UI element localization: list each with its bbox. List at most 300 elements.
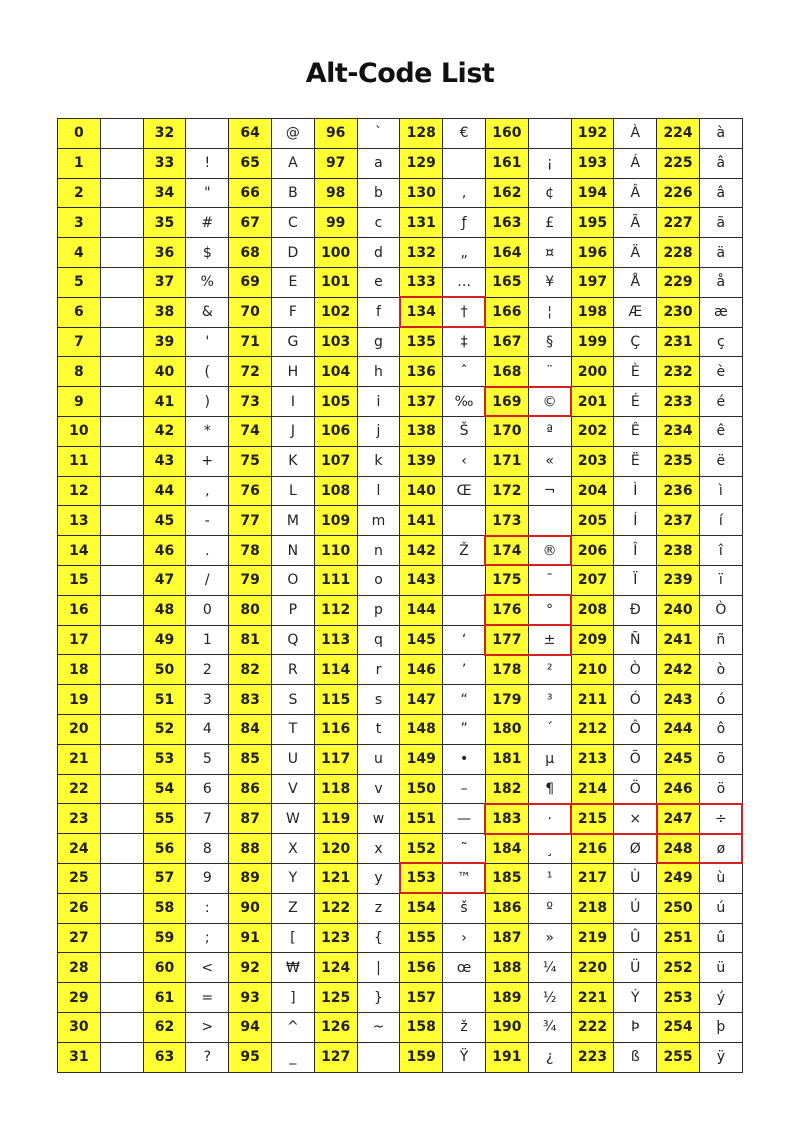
alt-code-character: d <box>357 238 400 268</box>
alt-code-character: u <box>357 744 400 774</box>
alt-code-number: 83 <box>229 685 272 715</box>
alt-code-number: 189 <box>485 983 528 1013</box>
alt-code-number: 206 <box>571 536 614 566</box>
alt-code-number: 94 <box>229 1012 272 1042</box>
alt-code-number: 6 <box>58 297 101 327</box>
alt-code-character: Í <box>614 506 657 536</box>
alt-code-number: 31 <box>58 1042 101 1072</box>
alt-code-character: ì <box>699 476 742 506</box>
alt-code-number: 13 <box>58 506 101 536</box>
alt-code-character: Ù <box>614 863 657 893</box>
alt-code-character: ó <box>699 685 742 715</box>
alt-code-character: Ú <box>614 893 657 923</box>
alt-code-number: 0 <box>58 119 101 149</box>
alt-code-character <box>100 208 143 238</box>
alt-code-number: 117 <box>314 744 357 774</box>
alt-code-character: – <box>443 774 486 804</box>
alt-code-character: Ñ <box>614 625 657 655</box>
alt-code-number: 80 <box>229 595 272 625</box>
alt-code-number: 252 <box>657 953 700 983</box>
alt-code-character: ¥ <box>528 267 571 297</box>
alt-code-character: Z <box>271 893 314 923</box>
alt-code-character: ¯ <box>528 565 571 595</box>
alt-code-number: 67 <box>229 208 272 238</box>
alt-code-number: 34 <box>143 178 186 208</box>
alt-code-number: 17 <box>58 625 101 655</box>
table-row <box>58 119 743 149</box>
alt-code-character: < <box>186 953 229 983</box>
alt-code-number: 106 <box>314 416 357 446</box>
alt-code-number: 125 <box>314 983 357 1013</box>
alt-code-number: 191 <box>485 1042 528 1072</box>
alt-code-character: Þ <box>614 1012 657 1042</box>
alt-code-number: 14 <box>58 536 101 566</box>
alt-code-character: 9 <box>186 863 229 893</box>
alt-code-character <box>100 744 143 774</box>
alt-code-number: 244 <box>657 714 700 744</box>
alt-code-number: 105 <box>314 387 357 417</box>
alt-code-number: 64 <box>229 119 272 149</box>
alt-code-number: 50 <box>143 655 186 685</box>
alt-code-character: # <box>186 208 229 238</box>
alt-code-character <box>100 357 143 387</box>
alt-code-character: ‰ <box>443 387 486 417</box>
alt-code-number: 61 <box>143 983 186 1013</box>
alt-code-number: 70 <box>229 297 272 327</box>
alt-code-character: ÷ <box>699 804 742 834</box>
alt-code-number: 162 <box>485 178 528 208</box>
alt-code-number: 63 <box>143 1042 186 1072</box>
alt-code-character: Q <box>271 625 314 655</box>
alt-code-number: 65 <box>229 148 272 178</box>
alt-code-character: ü <box>699 953 742 983</box>
alt-code-character: 7 <box>186 804 229 834</box>
alt-code-character: I <box>271 387 314 417</box>
alt-code-character: ` <box>357 119 400 149</box>
alt-code-number: 107 <box>314 446 357 476</box>
alt-code-number: 175 <box>485 565 528 595</box>
alt-code-number: 108 <box>314 476 357 506</box>
alt-code-character: 3 <box>186 685 229 715</box>
alt-code-number: 100 <box>314 238 357 268</box>
alt-code-number: 87 <box>229 804 272 834</box>
alt-code-character: ¶ <box>528 774 571 804</box>
alt-code-character: 1 <box>186 625 229 655</box>
alt-code-number: 132 <box>400 238 443 268</box>
table-row <box>58 536 743 566</box>
alt-code-character <box>443 983 486 1013</box>
alt-code-character: ½ <box>528 983 571 1013</box>
alt-code-character: ö <box>699 774 742 804</box>
alt-code-number: 26 <box>58 893 101 923</box>
alt-code-character <box>528 119 571 149</box>
alt-code-number: 146 <box>400 655 443 685</box>
alt-code-character: — <box>443 804 486 834</box>
alt-code-character: H <box>271 357 314 387</box>
alt-code-number: 99 <box>314 208 357 238</box>
alt-code-number: 204 <box>571 476 614 506</box>
alt-code-number: 29 <box>58 983 101 1013</box>
alt-code-number: 152 <box>400 834 443 864</box>
alt-code-character: Ö <box>614 774 657 804</box>
alt-code-character: æ <box>699 297 742 327</box>
table-row <box>58 148 743 178</box>
alt-code-character: È <box>614 357 657 387</box>
alt-code-character: s <box>357 685 400 715</box>
alt-code-number: 33 <box>143 148 186 178</box>
alt-code-character <box>443 506 486 536</box>
alt-code-character: m <box>357 506 400 536</box>
alt-code-number: 30 <box>58 1012 101 1042</box>
alt-code-number: 2 <box>58 178 101 208</box>
alt-code-number: 255 <box>657 1042 700 1072</box>
alt-code-character: õ <box>699 744 742 774</box>
alt-code-character <box>100 804 143 834</box>
table-row <box>58 506 743 536</box>
alt-code-number: 248 <box>657 834 700 864</box>
alt-code-number: 11 <box>58 446 101 476</box>
alt-code-number: 133 <box>400 267 443 297</box>
alt-code-character: } <box>357 983 400 1013</box>
alt-code-character: ₩ <box>271 953 314 983</box>
alt-code-character: | <box>357 953 400 983</box>
alt-code-number: 48 <box>143 595 186 625</box>
alt-code-number: 123 <box>314 923 357 953</box>
alt-code-character: . <box>186 536 229 566</box>
alt-code-number: 156 <box>400 953 443 983</box>
alt-code-character: ä <box>699 238 742 268</box>
alt-code-character: v <box>357 774 400 804</box>
alt-code-number: 208 <box>571 595 614 625</box>
alt-code-number: 90 <box>229 893 272 923</box>
table-row <box>58 327 743 357</box>
alt-code-number: 15 <box>58 565 101 595</box>
alt-code-character: ] <box>271 983 314 1013</box>
alt-code-number: 57 <box>143 863 186 893</box>
alt-code-number: 207 <box>571 565 614 595</box>
alt-code-character <box>443 595 486 625</box>
alt-code-character: ÿ <box>699 1042 742 1072</box>
alt-code-number: 93 <box>229 983 272 1013</box>
alt-code-character: ¢ <box>528 178 571 208</box>
alt-code-number: 129 <box>400 148 443 178</box>
alt-code-number: 118 <box>314 774 357 804</box>
alt-code-character: , <box>443 178 486 208</box>
table-row <box>58 446 743 476</box>
alt-code-character: ‡ <box>443 327 486 357</box>
alt-code-number: 134 <box>400 297 443 327</box>
alt-code-character <box>443 565 486 595</box>
alt-code-number: 86 <box>229 774 272 804</box>
alt-code-character: P <box>271 595 314 625</box>
alt-code-character: X <box>271 834 314 864</box>
alt-code-number: 38 <box>143 297 186 327</box>
alt-code-number: 155 <box>400 923 443 953</box>
alt-code-number: 200 <box>571 357 614 387</box>
alt-code-character: ’ <box>443 655 486 685</box>
alt-code-number: 163 <box>485 208 528 238</box>
alt-code-character <box>100 446 143 476</box>
alt-code-number: 241 <box>657 625 700 655</box>
alt-code-number: 184 <box>485 834 528 864</box>
alt-code-character <box>100 238 143 268</box>
alt-code-character: « <box>528 446 571 476</box>
alt-code-character <box>100 387 143 417</box>
alt-code-number: 135 <box>400 327 443 357</box>
alt-code-number: 225 <box>657 148 700 178</box>
alt-code-character: Õ <box>614 744 657 774</box>
alt-code-number: 24 <box>58 834 101 864</box>
alt-code-character: Ø <box>614 834 657 864</box>
alt-code-character: + <box>186 446 229 476</box>
alt-code-character: ¾ <box>528 1012 571 1042</box>
alt-code-number: 91 <box>229 923 272 953</box>
alt-code-number: 190 <box>485 1012 528 1042</box>
alt-code-character: » <box>528 923 571 953</box>
alt-code-number: 95 <box>229 1042 272 1072</box>
alt-code-number: 236 <box>657 476 700 506</box>
alt-code-character: o <box>357 565 400 595</box>
table-row <box>58 804 743 834</box>
alt-code-character: · <box>528 804 571 834</box>
alt-code-character: D <box>271 238 314 268</box>
alt-code-character <box>100 655 143 685</box>
alt-code-character <box>100 625 143 655</box>
alt-code-number: 111 <box>314 565 357 595</box>
alt-code-character: é <box>699 387 742 417</box>
alt-code-number: 210 <box>571 655 614 685</box>
alt-code-character: M <box>271 506 314 536</box>
alt-code-character: § <box>528 327 571 357</box>
alt-code-number: 85 <box>229 744 272 774</box>
alt-code-number: 212 <box>571 714 614 744</box>
alt-code-number: 19 <box>58 685 101 715</box>
alt-code-character: © <box>528 387 571 417</box>
alt-code-number: 179 <box>485 685 528 715</box>
alt-code-character <box>100 685 143 715</box>
alt-code-character: µ <box>528 744 571 774</box>
alt-code-number: 187 <box>485 923 528 953</box>
table-row <box>58 565 743 595</box>
alt-code-character: ) <box>186 387 229 417</box>
alt-code-number: 148 <box>400 714 443 744</box>
alt-code-number: 54 <box>143 774 186 804</box>
alt-code-character <box>100 506 143 536</box>
alt-code-character <box>100 536 143 566</box>
alt-code-number: 237 <box>657 506 700 536</box>
alt-code-number: 145 <box>400 625 443 655</box>
alt-code-number: 110 <box>314 536 357 566</box>
alt-code-character: F <box>271 297 314 327</box>
alt-code-number: 227 <box>657 208 700 238</box>
alt-code-number: 215 <box>571 804 614 834</box>
alt-code-character <box>100 714 143 744</box>
alt-code-number: 76 <box>229 476 272 506</box>
alt-code-character: ø <box>699 834 742 864</box>
alt-code-character: þ <box>699 1012 742 1042</box>
alt-code-character: e <box>357 267 400 297</box>
alt-code-character: b <box>357 178 400 208</box>
alt-code-number: 238 <box>657 536 700 566</box>
alt-code-character: g <box>357 327 400 357</box>
alt-code-character: € <box>443 119 486 149</box>
alt-code-character: ® <box>528 536 571 566</box>
alt-code-number: 40 <box>143 357 186 387</box>
alt-code-character <box>100 1042 143 1072</box>
alt-code-character: å <box>699 267 742 297</box>
alt-code-number: 46 <box>143 536 186 566</box>
alt-code-number: 235 <box>657 446 700 476</box>
alt-code-table <box>57 118 743 1073</box>
alt-code-number: 7 <box>58 327 101 357</box>
alt-code-character: ´ <box>528 714 571 744</box>
alt-code-number: 43 <box>143 446 186 476</box>
alt-code-number: 45 <box>143 506 186 536</box>
alt-code-character: V <box>271 774 314 804</box>
alt-code-number: 114 <box>314 655 357 685</box>
alt-code-number: 182 <box>485 774 528 804</box>
alt-code-number: 35 <box>143 208 186 238</box>
alt-code-character: Ê <box>614 416 657 446</box>
alt-code-number: 36 <box>143 238 186 268</box>
alt-code-number: 62 <box>143 1012 186 1042</box>
alt-code-number: 101 <box>314 267 357 297</box>
alt-code-character: Œ <box>443 476 486 506</box>
alt-code-number: 68 <box>229 238 272 268</box>
alt-code-number: 9 <box>58 387 101 417</box>
alt-code-number: 166 <box>485 297 528 327</box>
alt-code-character: ç <box>699 327 742 357</box>
alt-code-number: 239 <box>657 565 700 595</box>
alt-code-character: ¬ <box>528 476 571 506</box>
table-row <box>58 953 743 983</box>
alt-code-number: 25 <box>58 863 101 893</box>
alt-code-character: ã <box>699 208 742 238</box>
alt-code-number: 122 <box>314 893 357 923</box>
alt-code-character: @ <box>271 119 314 149</box>
alt-code-character: ¤ <box>528 238 571 268</box>
alt-code-number: 254 <box>657 1012 700 1042</box>
alt-code-number: 84 <box>229 714 272 744</box>
alt-code-character: Â <box>614 178 657 208</box>
table-row <box>58 178 743 208</box>
alt-code-number: 75 <box>229 446 272 476</box>
alt-code-number: 153 <box>400 863 443 893</box>
alt-code-number: 197 <box>571 267 614 297</box>
alt-code-character: ± <box>528 625 571 655</box>
alt-code-character: k <box>357 446 400 476</box>
alt-code-character: ¿ <box>528 1042 571 1072</box>
alt-code-character <box>443 148 486 178</box>
alt-code-character: ' <box>186 327 229 357</box>
alt-code-character: ~ <box>357 1012 400 1042</box>
alt-code-number: 253 <box>657 983 700 1013</box>
alt-code-number: 77 <box>229 506 272 536</box>
alt-code-character <box>100 297 143 327</box>
alt-code-number: 21 <box>58 744 101 774</box>
alt-code-character: … <box>443 267 486 297</box>
alt-code-character: ¹ <box>528 863 571 893</box>
alt-code-number: 144 <box>400 595 443 625</box>
alt-code-character: š <box>443 893 486 923</box>
alt-code-character <box>100 863 143 893</box>
table-row <box>58 387 743 417</box>
alt-code-number: 198 <box>571 297 614 327</box>
alt-code-character <box>528 506 571 536</box>
alt-code-character: Ä <box>614 238 657 268</box>
alt-code-number: 47 <box>143 565 186 595</box>
table-row <box>58 416 743 446</box>
table-row <box>58 1012 743 1042</box>
alt-code-number: 228 <box>657 238 700 268</box>
alt-code-number: 167 <box>485 327 528 357</box>
alt-code-number: 141 <box>400 506 443 536</box>
alt-code-number: 249 <box>657 863 700 893</box>
alt-code-number: 79 <box>229 565 272 595</box>
alt-code-character <box>100 983 143 1013</box>
alt-code-number: 16 <box>58 595 101 625</box>
alt-code-number: 69 <box>229 267 272 297</box>
alt-code-number: 203 <box>571 446 614 476</box>
alt-code-character: 2 <box>186 655 229 685</box>
alt-code-character: % <box>186 267 229 297</box>
alt-code-number: 183 <box>485 804 528 834</box>
table-row <box>58 595 743 625</box>
alt-code-character <box>100 774 143 804</box>
alt-code-number: 165 <box>485 267 528 297</box>
alt-code-number: 58 <box>143 893 186 923</box>
alt-code-character: œ <box>443 953 486 983</box>
alt-code-number: 53 <box>143 744 186 774</box>
alt-code-character: w <box>357 804 400 834</box>
alt-code-character: E <box>271 267 314 297</box>
alt-code-character: [ <box>271 923 314 953</box>
alt-code-number: 66 <box>229 178 272 208</box>
alt-code-number: 98 <box>314 178 357 208</box>
alt-code-character: Ò <box>699 595 742 625</box>
alt-code-character: “ <box>443 685 486 715</box>
alt-code-number: 196 <box>571 238 614 268</box>
alt-code-character: ? <box>186 1042 229 1072</box>
alt-code-number: 130 <box>400 178 443 208</box>
alt-code-character: Ó <box>614 685 657 715</box>
alt-code-character: ² <box>528 655 571 685</box>
alt-code-character <box>100 1012 143 1042</box>
table-row <box>58 983 743 1013</box>
table-row <box>58 774 743 804</box>
alt-code-number: 226 <box>657 178 700 208</box>
alt-code-number: 150 <box>400 774 443 804</box>
alt-code-number: 213 <box>571 744 614 774</box>
table-row <box>58 267 743 297</box>
alt-code-character: G <box>271 327 314 357</box>
alt-code-number: 242 <box>657 655 700 685</box>
alt-code-number: 112 <box>314 595 357 625</box>
alt-code-number: 139 <box>400 446 443 476</box>
alt-code-character: O <box>271 565 314 595</box>
table-row <box>58 834 743 864</box>
alt-code-character: ê <box>699 416 742 446</box>
alt-code-number: 20 <box>58 714 101 744</box>
alt-code-character: h <box>357 357 400 387</box>
alt-code-number: 8 <box>58 357 101 387</box>
alt-code-character: Ð <box>614 595 657 625</box>
alt-code-number: 56 <box>143 834 186 864</box>
alt-code-number: 51 <box>143 685 186 715</box>
alt-code-character: › <box>443 923 486 953</box>
alt-code-number: 205 <box>571 506 614 536</box>
alt-code-number: 78 <box>229 536 272 566</box>
